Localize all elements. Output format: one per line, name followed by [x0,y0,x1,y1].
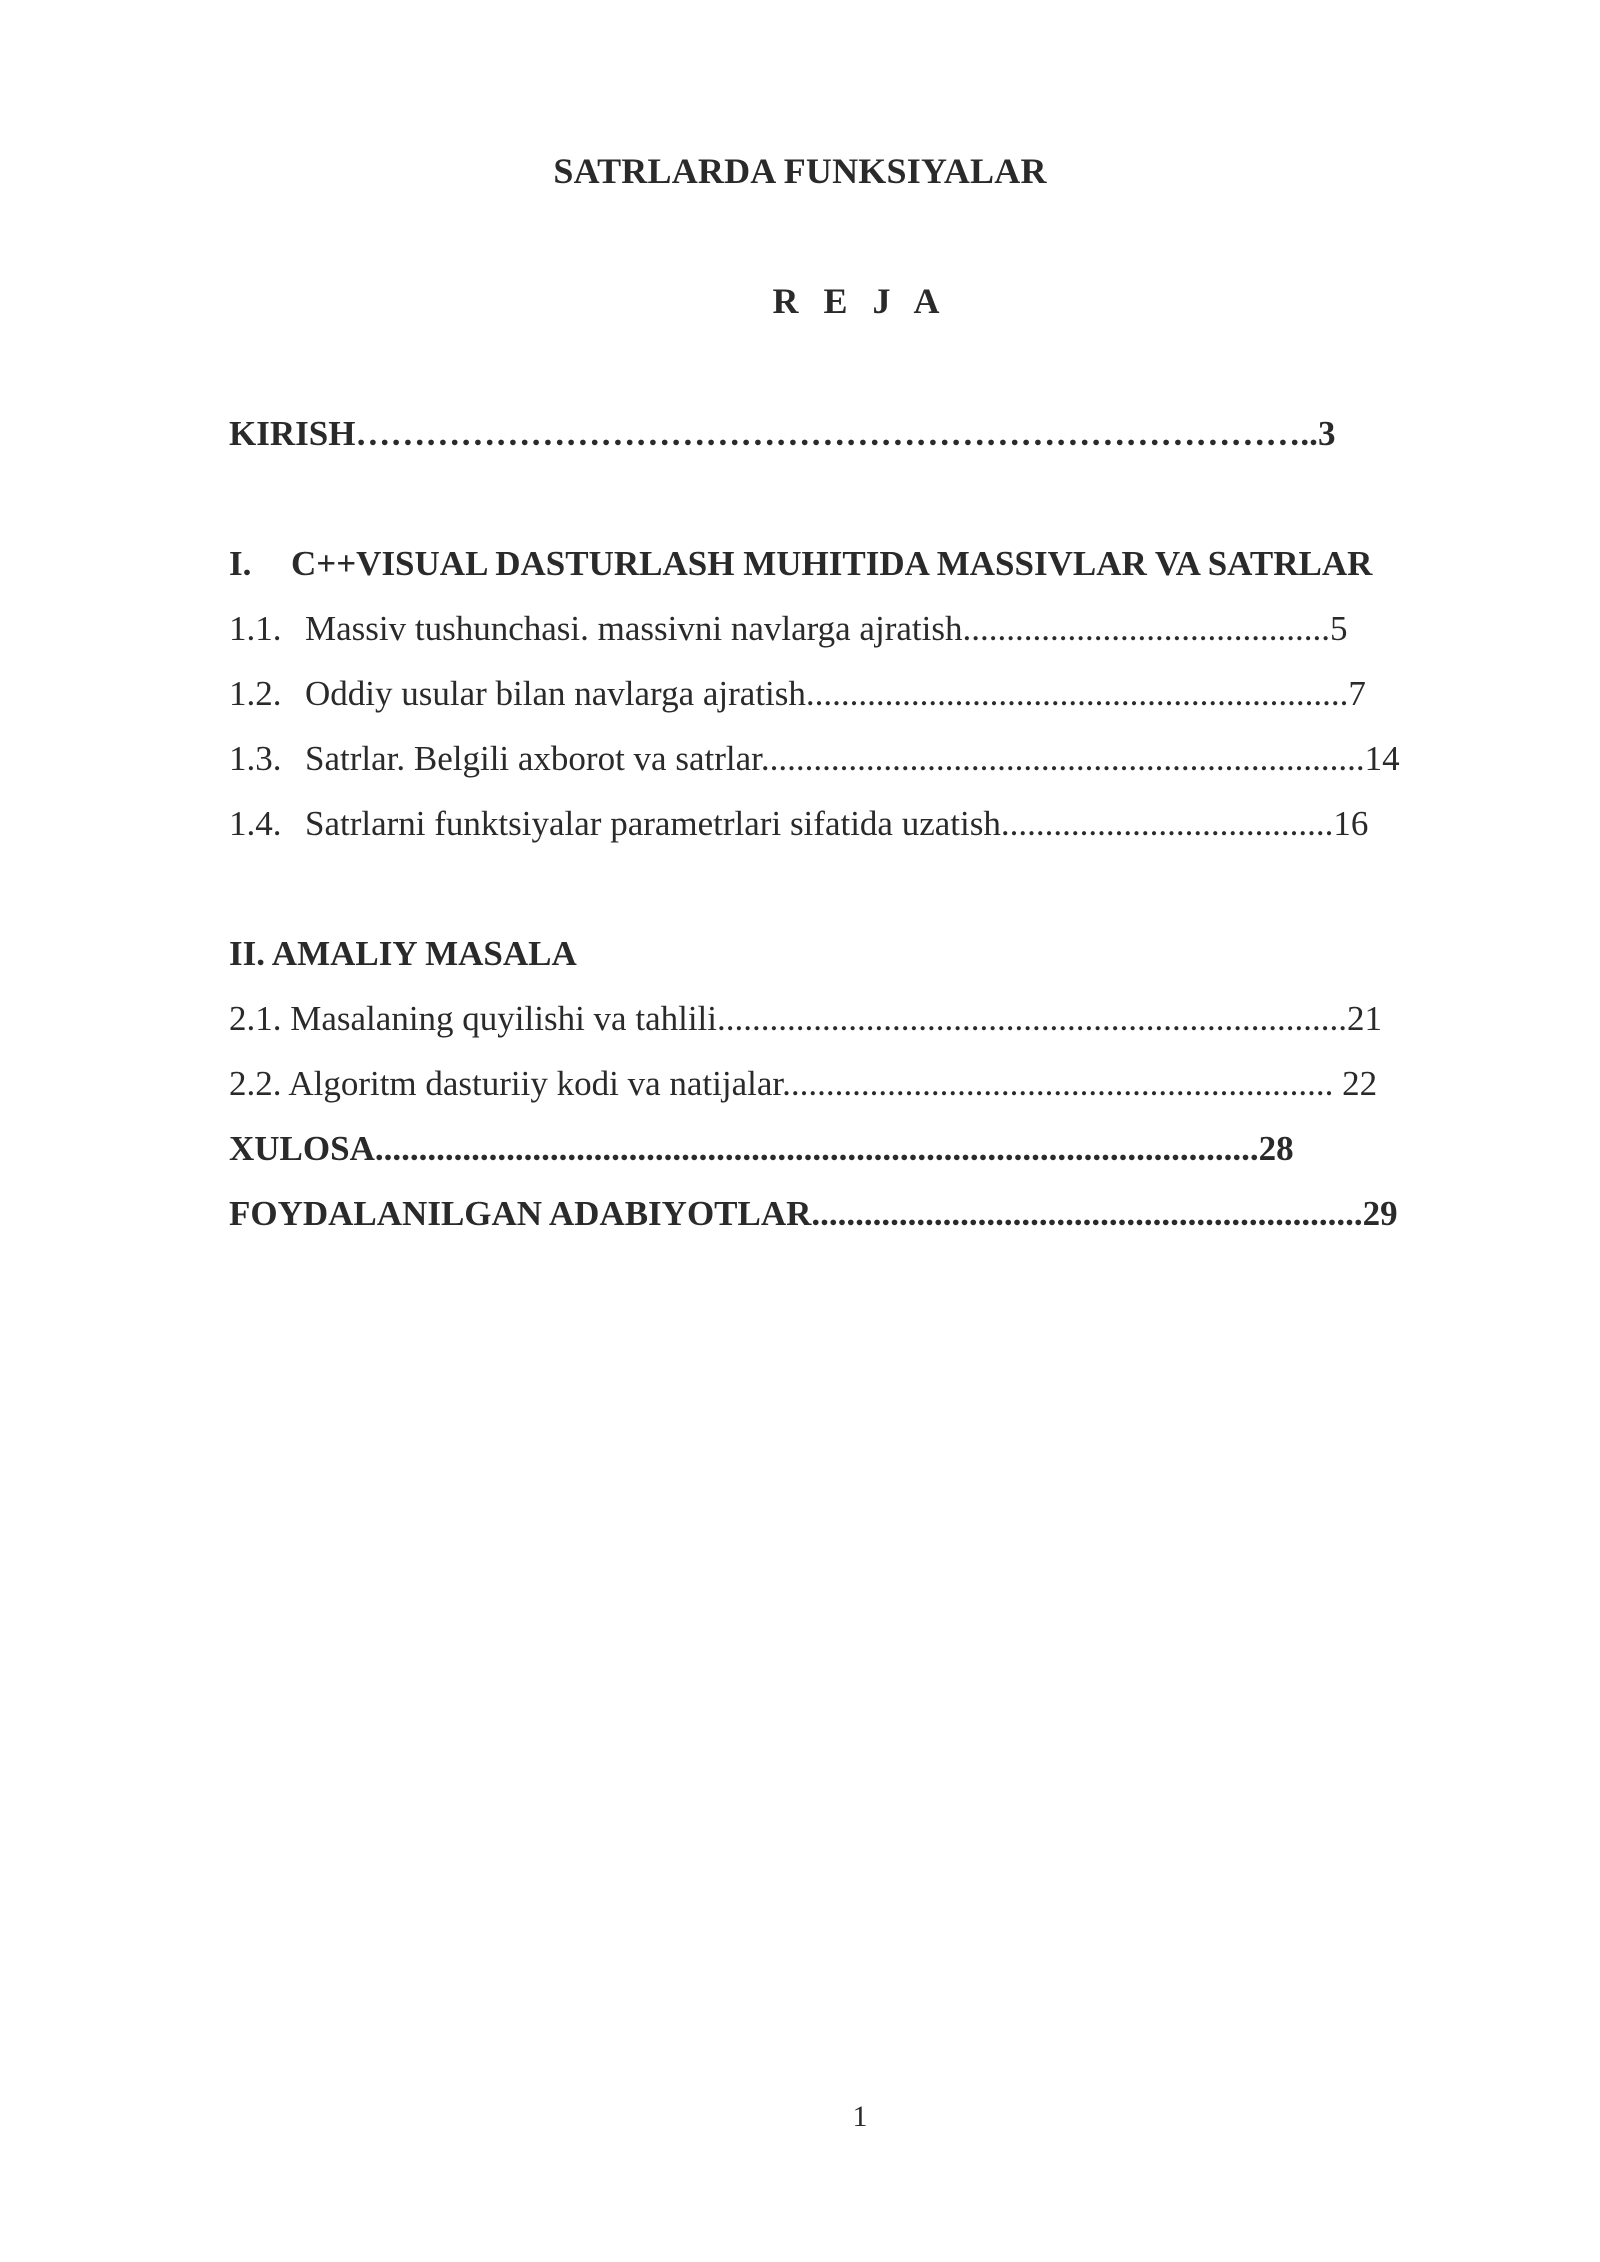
toc-entry-xulosa[interactable] [229,1129,1294,1169]
toc-page-number: 14 [1364,739,1400,778]
toc-chapter-2[interactable] [229,934,577,974]
toc-chapter-number: I. [229,544,252,583]
toc-page-number: 7 [1348,674,1366,713]
toc-entry-text: Satrlarni funktsiyalar parametrlari sifatida uzatish...................................... [305,804,1334,843]
toc-entry-1-4[interactable] [229,804,1368,844]
toc-page-number: 16 [1333,804,1369,843]
toc-entry-number: 1.1. [229,609,282,648]
toc-page-number: 29 [1362,1194,1398,1233]
toc-entry-text: 2.1. Masalaning quyilishi va tahlili........................................................................ [229,999,1348,1038]
toc-entry-adabiyotlar[interactable] [229,1194,1398,1234]
toc-entry-number: 1.4. [229,804,282,843]
toc-entry-1-1[interactable] [229,609,1347,649]
toc-page-number: 21 [1347,999,1383,1038]
toc-entry-number: 1.2. [229,674,282,713]
toc-chapter-title: C++VISUAL DASTURLASH MUHITIDA MASSIVLAR VA SATRLAR [291,544,1373,583]
toc-entry-text: Satrlar. Belgili axborot va satrlar..................................................................... [305,739,1365,778]
toc-entry-text: 2.2. Algoritm dasturiiy kodi va natijalar............................................................... [229,1064,1343,1103]
toc-page-number: 22 [1342,1064,1378,1103]
toc-entry-1-2[interactable] [229,674,1366,714]
document-title: SATRLARDA FUNKSIYALAR [553,151,1047,191]
toc-entry-number: 1.3. [229,739,282,778]
toc-entry-2-1[interactable] [229,999,1382,1039]
toc-page-number: 3 [1317,414,1336,453]
toc-entry-text: Massiv tushunchasi. massivni navlarga ajratish.......................................... [305,609,1330,648]
toc-chapter-title: II. AMALIY MASALA [229,934,577,973]
toc-page-number: 28 [1258,1129,1294,1168]
plan-heading: R E J A [772,281,948,321]
page-number: 1 [852,2100,868,2133]
toc-entry-1-3[interactable] [229,739,1400,779]
toc-chapter-1[interactable] [229,544,1372,584]
toc-entry-2-2[interactable] [229,1064,1377,1104]
toc-entry-text: XULOSA..................................................................................................... [229,1129,1259,1168]
toc-entry-text: FOYDALANILGAN ADABIYOTLAR............................................................... [229,1194,1363,1233]
toc-page-number: 5 [1329,609,1348,648]
toc-entry-text: Oddiy usular bilan navlarga ajratish.............................................................. [305,674,1349,713]
toc-entry-text: KIRISH……………………………………………………………………….. [229,414,1318,453]
toc-entry-kirish[interactable] [229,414,1335,454]
